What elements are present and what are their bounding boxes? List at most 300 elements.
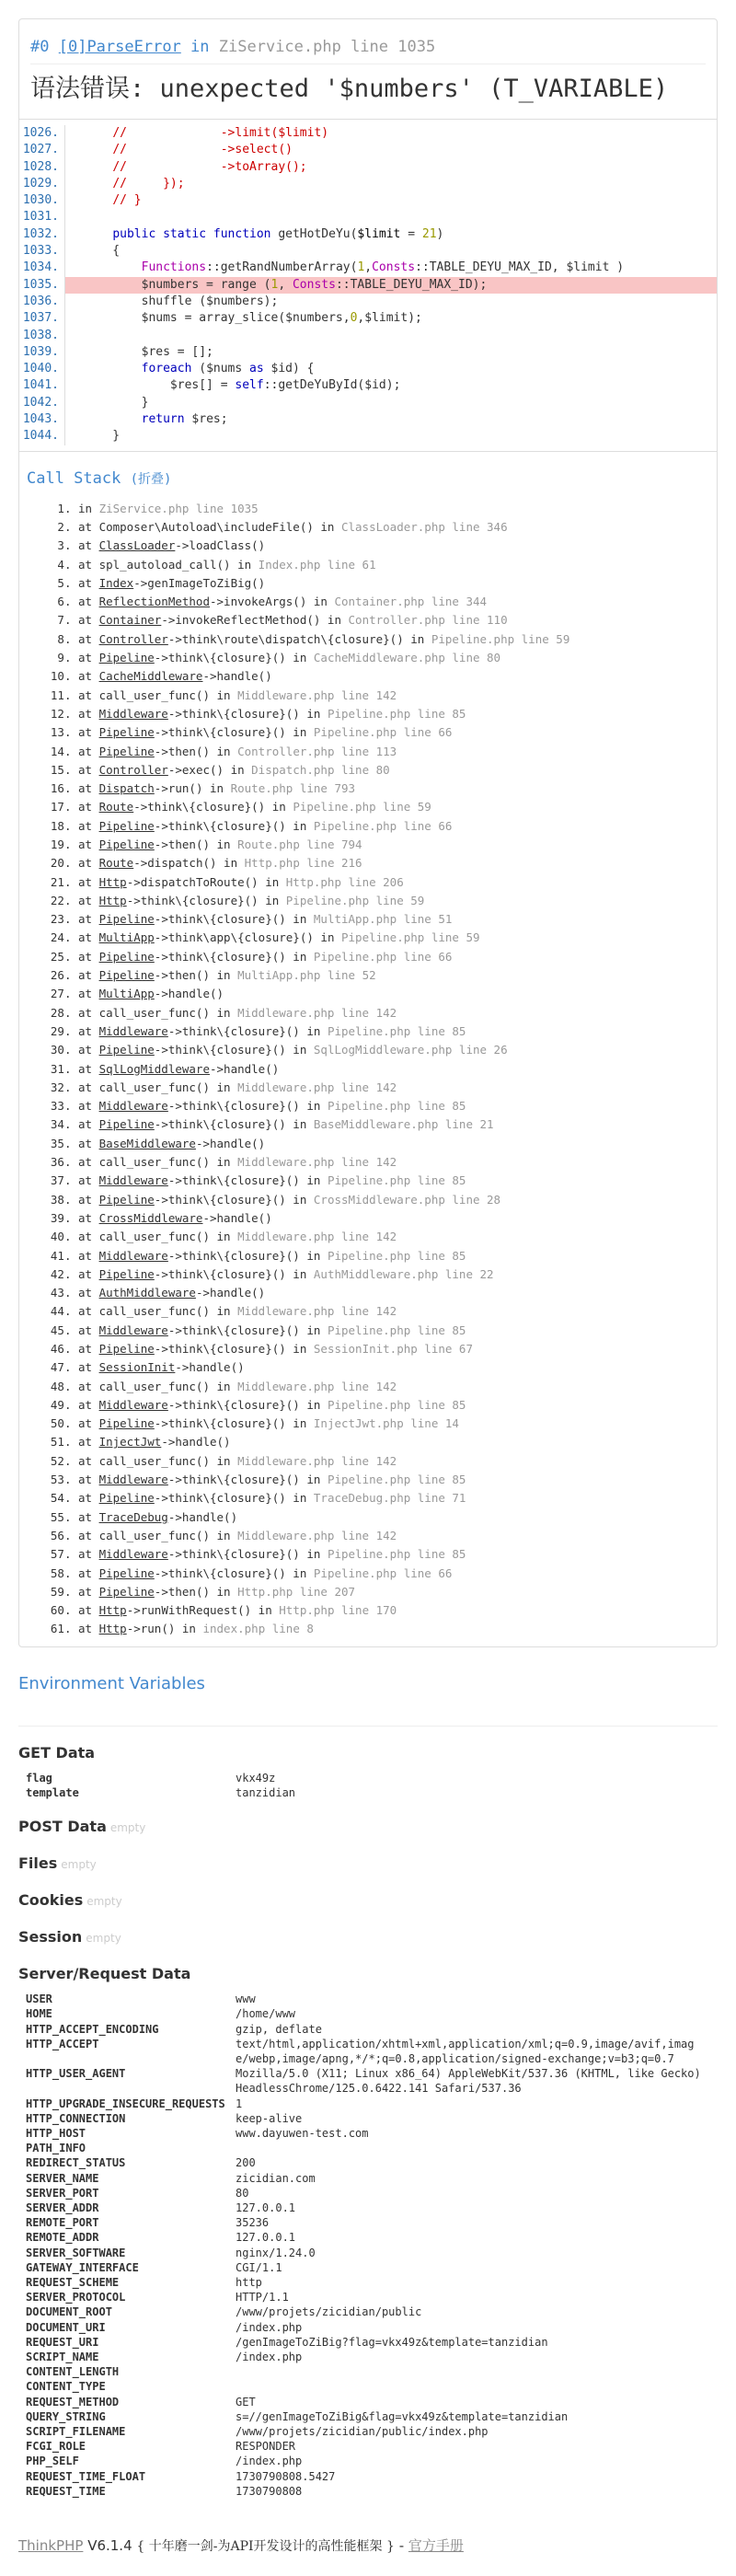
call-stack-text: at call_user_func() in xyxy=(78,1005,238,1020)
env-key: HTTP_UPGRADE_INSECURE_REQUESTS xyxy=(26,2097,225,2110)
call-stack-item xyxy=(78,1265,709,1284)
call-stack-method: ->think\{closure}() in xyxy=(167,1397,328,1412)
call-stack-method: ->handle() xyxy=(202,1210,272,1225)
call-stack-location: Middleware.php line 142 xyxy=(237,1155,397,1170)
code-text: } xyxy=(84,429,121,444)
call-stack-location: Pipeline.php line 85 xyxy=(327,1023,466,1038)
call-stack-method: ->think\{closure}() in xyxy=(167,706,328,721)
call-stack-class-link[interactable]: Pipeline xyxy=(98,744,155,758)
code-text: // ->select() xyxy=(112,143,293,157)
call-stack-class-link[interactable]: Pipeline xyxy=(98,949,155,964)
call-stack-class-link[interactable]: Pipeline xyxy=(98,1584,155,1599)
call-stack-method: ->genImageToZiBig() xyxy=(133,575,266,590)
call-stack-item xyxy=(78,1060,709,1079)
line-number: 1040. xyxy=(18,361,65,377)
call-stack-class-link[interactable]: Middleware xyxy=(98,1323,168,1337)
call-stack-method: ->think\{closure}() in xyxy=(154,1342,314,1356)
call-stack-class-link[interactable]: SqlLogMiddleware xyxy=(98,1061,210,1076)
env-row xyxy=(26,2320,725,2335)
env-section-name: POST Data xyxy=(18,1818,107,1836)
call-stack-text: at xyxy=(78,856,99,871)
env-value: /www/projets/zicidian/public/index.php xyxy=(236,2425,489,2439)
line-number: 1036. xyxy=(18,294,65,310)
call-stack-method: ->handle() xyxy=(195,1286,266,1300)
call-stack-class-link[interactable]: Pipeline xyxy=(98,651,155,665)
call-stack-location: SqlLogMiddleware.php line 26 xyxy=(313,1043,508,1057)
call-stack-text: at xyxy=(78,1248,99,1263)
call-stack-location: Middleware.php line 142 xyxy=(237,1230,397,1244)
call-stack-location: Pipeline.php line 66 xyxy=(313,725,453,740)
call-stack-text: at xyxy=(78,1473,99,1487)
call-stack-text: at xyxy=(78,893,99,907)
env-key: SCRIPT_NAME xyxy=(26,2351,99,2364)
env-row xyxy=(26,2305,725,2319)
footer-separator: - xyxy=(398,2537,405,2555)
call-stack-location: Middleware.php line 142 xyxy=(237,1304,397,1319)
call-stack-method: ->then() in xyxy=(154,1584,238,1599)
call-stack-item xyxy=(78,1322,709,1340)
call-stack-item xyxy=(78,780,709,798)
env-key: SERVER_PORT xyxy=(26,2186,99,2200)
call-stack-class-link[interactable]: Middleware xyxy=(98,706,168,721)
call-stack-class-link[interactable]: Middleware xyxy=(98,1023,168,1038)
env-key: REQUEST_TIME xyxy=(26,2484,106,2498)
call-stack-class-link[interactable]: ClassLoader xyxy=(98,538,176,553)
call-stack-text: at xyxy=(78,631,99,646)
env-section xyxy=(18,1817,718,1837)
call-stack-class-link[interactable]: Http xyxy=(98,874,127,889)
call-stack-location: Pipeline.php line 66 xyxy=(313,949,453,964)
code-line xyxy=(19,411,717,428)
env-row xyxy=(26,2395,725,2409)
call-stack-method: ->think\{closure}() in xyxy=(154,1416,314,1431)
code-text: $numbers = range (1, Consts::TABLE_DEYU_MAX_ID); xyxy=(65,277,717,294)
call-stack-class-link[interactable]: ReflectionMethod xyxy=(98,595,210,609)
call-stack-location: MultiApp.php line 52 xyxy=(237,968,376,983)
call-stack-class-link[interactable]: Pipeline xyxy=(98,968,155,983)
call-stack-location: Http.php line 207 xyxy=(237,1584,356,1599)
call-stack-title xyxy=(27,468,709,489)
call-stack-method: ->handle() xyxy=(154,987,224,1001)
call-stack-method: ->think\{closure}() in xyxy=(126,893,286,907)
call-stack-class-link[interactable]: Pipeline xyxy=(98,818,155,833)
env-row xyxy=(26,2037,725,2066)
call-stack-location: ClassLoader.php line 346 xyxy=(340,519,508,534)
env-key: CONTENT_TYPE xyxy=(26,2380,106,2394)
call-stack-class-link[interactable]: Pipeline xyxy=(98,1192,155,1207)
code-line xyxy=(19,395,717,411)
env-value: HTTP/1.1 xyxy=(236,2291,289,2305)
code-text: $res = []; xyxy=(84,344,213,359)
call-stack-class-link[interactable]: CrossMiddleware xyxy=(98,1210,203,1225)
footer xyxy=(18,2526,718,2576)
call-stack-class-link[interactable]: Middleware xyxy=(98,1397,168,1412)
env-row xyxy=(26,2171,725,2186)
call-stack-class-link[interactable]: AuthMiddleware xyxy=(98,1286,196,1300)
call-stack-method: ->think\{closure}() in xyxy=(167,1023,328,1038)
line-number: 1044. xyxy=(18,428,65,445)
call-stack-class-link[interactable]: Dispatch xyxy=(98,781,155,796)
env-section-title xyxy=(18,1743,718,1763)
call-stack-item xyxy=(78,1022,709,1041)
env-key: SERVER_PROTOCOL xyxy=(26,2291,126,2305)
env-key: SERVER_ADDR xyxy=(26,2201,99,2214)
env-row xyxy=(26,2439,725,2454)
env-section xyxy=(18,1964,718,2499)
env-row xyxy=(26,2111,725,2126)
env-value: 35236 xyxy=(236,2216,270,2230)
env-row xyxy=(26,2484,725,2499)
call-stack-method: ->run() in xyxy=(126,1622,203,1636)
code-line xyxy=(19,428,717,445)
call-stack-location: Pipeline.php line 66 xyxy=(313,818,453,833)
call-stack-text: at xyxy=(78,1043,99,1057)
call-stack-class-link[interactable]: Http xyxy=(98,893,127,907)
call-stack-method: ->think\{closure}() in xyxy=(154,1565,314,1580)
call-stack-text: at xyxy=(78,1603,99,1618)
empty-label: empty xyxy=(109,1821,146,1835)
env-row xyxy=(26,2454,725,2468)
call-stack-location: Middleware.php line 142 xyxy=(237,1379,397,1393)
call-stack-method: ->think\{closure}() in xyxy=(154,725,314,740)
call-stack-text: at xyxy=(78,1416,99,1431)
call-stack-class-link[interactable]: SessionInit xyxy=(98,1360,176,1375)
call-stack-text: at xyxy=(78,1286,99,1300)
code-text: // }); xyxy=(112,176,185,191)
env-value: RESPONDER xyxy=(236,2440,296,2454)
call-stack-class-link[interactable]: Controller xyxy=(98,762,168,777)
call-stack-item xyxy=(78,687,709,705)
call-stack-class-link[interactable]: InjectJwt xyxy=(98,1435,162,1450)
call-stack-method: ->run() in xyxy=(154,781,231,796)
call-stack-text: at xyxy=(78,1622,99,1636)
env-key: REMOTE_PORT xyxy=(26,2216,99,2230)
call-stack-text: at xyxy=(78,1210,99,1225)
env-section-title xyxy=(18,1817,718,1837)
call-stack-class-link[interactable]: Route xyxy=(98,856,134,871)
call-stack-location: SessionInit.php line 67 xyxy=(313,1342,473,1356)
call-stack-item xyxy=(78,1452,709,1471)
line-number: 1031. xyxy=(18,209,65,225)
call-stack-class-link[interactable]: Pipeline xyxy=(98,912,155,927)
code-line xyxy=(19,159,717,176)
call-stack-class-link[interactable]: BaseMiddleware xyxy=(98,1136,196,1150)
env-key: DOCUMENT_ROOT xyxy=(26,2305,112,2319)
call-stack-toggle[interactable]: (折叠) xyxy=(130,471,172,487)
env-row xyxy=(26,2126,725,2141)
env-title: Environment Variables xyxy=(18,1671,718,1727)
call-stack-location: Middleware.php line 142 xyxy=(237,1453,397,1468)
call-stack-item xyxy=(78,798,709,816)
call-stack-text: at xyxy=(78,837,99,851)
call-stack-text: at xyxy=(78,968,99,983)
env-value: CGI/1.1 xyxy=(236,2260,282,2274)
call-stack-class-link[interactable]: Http xyxy=(98,1603,127,1618)
call-stack-class-link[interactable]: Middleware xyxy=(98,1099,168,1114)
call-stack-text: at xyxy=(78,912,99,927)
env-key: FCGI_ROLE xyxy=(26,2440,86,2454)
call-stack-class-link[interactable]: Route xyxy=(98,800,134,814)
line-number: 1041. xyxy=(18,377,65,394)
call-stack-text: at xyxy=(78,1266,99,1281)
env-row xyxy=(26,1785,725,1800)
call-stack-item xyxy=(78,892,709,910)
call-stack-text: at xyxy=(78,575,99,590)
call-stack-text: at xyxy=(78,1397,99,1412)
env-key: HTTP_CONNECTION xyxy=(26,2111,126,2125)
env-value: www.dayuwen-test.com xyxy=(236,2126,369,2140)
code-line xyxy=(19,176,717,192)
call-stack-item xyxy=(78,1191,709,1209)
call-stack-text: at xyxy=(78,1547,99,1562)
exception-class-link[interactable]: [0]ParseError xyxy=(58,38,181,56)
call-stack-item xyxy=(78,1172,709,1190)
call-stack-method: ->handle() xyxy=(175,1360,245,1375)
env-value: /home/www xyxy=(236,2007,296,2021)
env-key: SERVER_NAME xyxy=(26,2171,99,2185)
env-value: 1730790808.5427 xyxy=(236,2469,336,2483)
call-stack-item xyxy=(78,1247,709,1265)
call-stack-method: ->think\{closure}() in xyxy=(167,1323,328,1337)
call-stack-class-link[interactable]: Pipeline xyxy=(98,1117,155,1132)
code-line xyxy=(19,192,717,209)
call-stack-class-link[interactable]: Http xyxy=(98,1622,127,1636)
env-table xyxy=(26,1992,725,2499)
env-value: /genImageToZiBig?flag=vkx49z&template=tanzidian xyxy=(236,2335,548,2349)
call-stack-location: Pipeline.php line 85 xyxy=(327,1473,466,1487)
call-stack-class-link[interactable]: Middleware xyxy=(98,1173,168,1188)
call-stack-location: TraceDebug.php line 71 xyxy=(313,1491,466,1506)
call-stack-text: at xyxy=(78,762,99,777)
call-stack-location: Controller.php line 110 xyxy=(348,613,508,628)
line-number: 1043. xyxy=(18,411,65,428)
env-value xyxy=(236,2379,725,2394)
call-stack-text: at xyxy=(78,1023,99,1038)
env-value: 127.0.0.1 xyxy=(236,2231,296,2245)
call-stack-class-link[interactable]: Middleware xyxy=(98,1547,168,1562)
call-stack-class-link[interactable]: Controller xyxy=(98,631,168,646)
call-stack-item xyxy=(78,1135,709,1153)
call-stack-class-link[interactable]: Pipeline xyxy=(98,837,155,851)
call-stack-text: at xyxy=(78,1061,99,1076)
call-stack-location: Pipeline.php line 85 xyxy=(327,1173,466,1188)
code-text: Functions::getRandNumberArray(1,Consts::TABLE_DEYU_MAX_ID, $limit ) xyxy=(141,260,625,275)
env-key: REQUEST_SCHEME xyxy=(26,2276,120,2290)
env-value: Mozilla/5.0 (X11; Linux x86_64) AppleWebKit/537.36 (KHTML, like Gecko) HeadlessChrome/125.0.6422.141 Safari/537.36 xyxy=(236,2067,701,2096)
call-stack-location: Http.php line 216 xyxy=(244,856,362,871)
call-stack-location: Pipeline.php line 59 xyxy=(341,930,480,945)
call-stack-item xyxy=(78,1583,709,1601)
code-line xyxy=(19,328,717,344)
code-text: $nums = array_slice($numbers,0,$limit); xyxy=(84,311,422,326)
call-stack-item xyxy=(78,1620,709,1638)
code-line xyxy=(19,277,717,294)
call-stack-method: ->think\{closure}() in xyxy=(154,949,314,964)
call-stack-location: Pipeline.php line 59 xyxy=(431,631,570,646)
manual-link[interactable]: 官方手册 xyxy=(408,2537,464,2555)
env-row xyxy=(26,2335,725,2350)
call-stack-class-link[interactable]: Middleware xyxy=(98,1473,168,1487)
call-stack-item xyxy=(78,743,709,761)
call-stack-text: at spl_autoload_call() in xyxy=(78,557,259,572)
env-row xyxy=(26,2364,725,2379)
env-value: nginx/1.24.0 xyxy=(236,2246,316,2259)
env-value: GET xyxy=(236,2395,256,2409)
call-stack-item xyxy=(78,966,709,985)
call-stack-item xyxy=(78,1415,709,1433)
call-stack-location: Middleware.php line 142 xyxy=(237,687,397,702)
line-number: 1026. xyxy=(18,125,65,142)
call-stack-text: at xyxy=(78,1173,99,1188)
env-row xyxy=(26,1771,725,1785)
call-stack-class-link[interactable]: Pipeline xyxy=(98,725,155,740)
code-text xyxy=(65,328,717,344)
env-section xyxy=(18,1927,718,1947)
env-row xyxy=(26,2201,725,2215)
code-line xyxy=(19,294,717,310)
env-value: 1730790808 xyxy=(236,2484,303,2498)
code-text: // ->limit($limit) xyxy=(112,126,329,140)
call-stack-item xyxy=(78,1115,709,1134)
call-stack-method: ->think\app\{closure}() in xyxy=(154,930,341,945)
env-row xyxy=(26,2215,725,2230)
call-stack-item xyxy=(78,761,709,780)
env-row xyxy=(26,2066,725,2096)
env-key: REQUEST_METHOD xyxy=(26,2395,120,2409)
call-stack-item xyxy=(78,1396,709,1415)
call-stack-item xyxy=(78,574,709,593)
call-stack-item xyxy=(78,1508,709,1527)
env-key: flag xyxy=(26,1771,52,1785)
code-text: $res[] = self::getDeYuById($id); xyxy=(84,378,401,393)
env-row xyxy=(26,1992,725,2006)
call-stack-method: ->think\{closure}() in xyxy=(154,912,314,927)
call-stack-text: at xyxy=(78,874,99,889)
env-row xyxy=(26,2290,725,2305)
call-stack-class-link[interactable]: Container xyxy=(98,613,162,628)
call-stack-label: Call Stack xyxy=(27,468,121,488)
code-text: } xyxy=(84,395,149,410)
call-stack-method: ->think\{closure}() in xyxy=(133,800,293,814)
call-stack-method: ->think\{closure}() in xyxy=(154,1491,314,1506)
empty-label: empty xyxy=(61,1858,97,1872)
call-stack-text: at xyxy=(78,1192,99,1207)
env-value: http xyxy=(236,2276,262,2290)
code-line xyxy=(19,209,717,225)
call-stack-text: at xyxy=(78,744,99,758)
exception-location xyxy=(30,36,706,58)
env-value: tanzidian xyxy=(236,1785,296,1799)
call-stack-class-link[interactable]: Pipeline xyxy=(98,1491,155,1506)
env-value: text/html,application/xhtml+xml,application/xml;q=0.9,image/avif,image/webp,image/apng,*/*;q=0.8,application/signed-exchange;v=b3;q=0.7 xyxy=(236,2037,695,2065)
call-stack-method: ->think\{closure}() in xyxy=(167,1173,328,1188)
call-stack-location: Pipeline.php line 66 xyxy=(313,1565,453,1580)
call-stack-text: at xyxy=(78,706,99,721)
call-stack-location: Http.php line 206 xyxy=(285,874,404,889)
call-stack-text: at xyxy=(78,613,99,628)
call-stack-location: AuthMiddleware.php line 22 xyxy=(313,1266,494,1281)
call-stack-class-link[interactable]: Pipeline xyxy=(98,1266,155,1281)
line-number: 1035. xyxy=(18,277,65,294)
env-value: /index.php xyxy=(236,2320,303,2334)
env-key: USER xyxy=(26,1993,52,2006)
call-stack-text: at call_user_func() in xyxy=(78,1230,238,1244)
call-stack-location: ZiService.php line 1035 xyxy=(98,501,259,515)
line-number: 1033. xyxy=(18,243,65,260)
call-stack-method: ->handle() xyxy=(167,1509,238,1524)
call-stack-item xyxy=(78,985,709,1003)
empty-label: empty xyxy=(86,1895,122,1909)
code-text: foreach ($nums as $id) { xyxy=(141,362,315,376)
call-stack-class-link[interactable]: Pipeline xyxy=(98,1416,155,1431)
call-stack-class-link[interactable]: Pipeline xyxy=(98,1565,155,1580)
call-stack-method: ->then() in xyxy=(154,968,238,983)
call-stack-method: ->handle() xyxy=(195,1136,266,1150)
call-stack xyxy=(19,452,717,1646)
call-stack-text: at xyxy=(78,1323,99,1337)
call-stack-class-link[interactable]: Index xyxy=(98,575,134,590)
call-stack-text: at xyxy=(78,1136,99,1150)
code-text: shuffle ($numbers); xyxy=(84,294,279,308)
exception-header xyxy=(19,19,717,120)
call-stack-text: at xyxy=(78,1342,99,1356)
call-stack-text: at call_user_func() in xyxy=(78,1528,238,1542)
env-key: REMOTE_ADDR xyxy=(26,2231,99,2245)
exception-index: #0 xyxy=(30,38,50,56)
call-stack-list xyxy=(27,500,709,1639)
call-stack-class-link[interactable]: MultiApp xyxy=(98,987,155,1001)
env-section-name: Cookies xyxy=(18,1891,84,1910)
call-stack-method: ->dispatch() in xyxy=(133,856,245,871)
call-stack-class-link[interactable]: Middleware xyxy=(98,1248,168,1263)
source-code-block xyxy=(19,120,717,452)
call-stack-item xyxy=(78,1041,709,1059)
call-stack-class-link[interactable]: TraceDebug xyxy=(98,1509,168,1524)
env-key: template xyxy=(26,1785,79,1799)
env-section-title xyxy=(18,1890,718,1911)
call-stack-class-link[interactable]: Pipeline xyxy=(98,1043,155,1057)
call-stack-class-link[interactable]: CacheMiddleware xyxy=(98,669,203,684)
code-text: return $res; xyxy=(141,412,228,427)
call-stack-text: at xyxy=(78,1117,99,1132)
env-row xyxy=(26,2275,725,2290)
call-stack-item xyxy=(78,518,709,537)
call-stack-class-link[interactable]: Pipeline xyxy=(98,1342,155,1356)
call-stack-location: Middleware.php line 142 xyxy=(237,1080,397,1094)
call-stack-text: at xyxy=(78,781,99,796)
call-stack-text: at xyxy=(78,595,99,609)
env-row xyxy=(26,2230,725,2245)
thinkphp-link[interactable]: ThinkPHP xyxy=(18,2537,84,2555)
call-stack-text: at call_user_func() in xyxy=(78,1379,238,1393)
env-section xyxy=(18,1743,718,1800)
exception-message: 语法错误: unexpected '$numbers' (T_VARIABLE) xyxy=(30,64,706,106)
call-stack-class-link[interactable]: MultiApp xyxy=(98,930,155,945)
call-stack-location: index.php line 8 xyxy=(202,1622,314,1636)
env-row xyxy=(26,2379,725,2394)
call-stack-method: ->then() in xyxy=(154,744,238,758)
env-section-name: Files xyxy=(18,1854,58,1873)
call-stack-text: at xyxy=(78,651,99,665)
env-row xyxy=(26,2350,725,2364)
env-key: DOCUMENT_URI xyxy=(26,2320,106,2334)
line-number: 1038. xyxy=(18,328,65,344)
env-key: SCRIPT_FILENAME xyxy=(26,2425,126,2439)
call-stack-location: InjectJwt.php line 14 xyxy=(313,1416,459,1431)
call-stack-item xyxy=(78,723,709,742)
call-stack-item xyxy=(78,1228,709,1246)
call-stack-item xyxy=(78,1433,709,1451)
